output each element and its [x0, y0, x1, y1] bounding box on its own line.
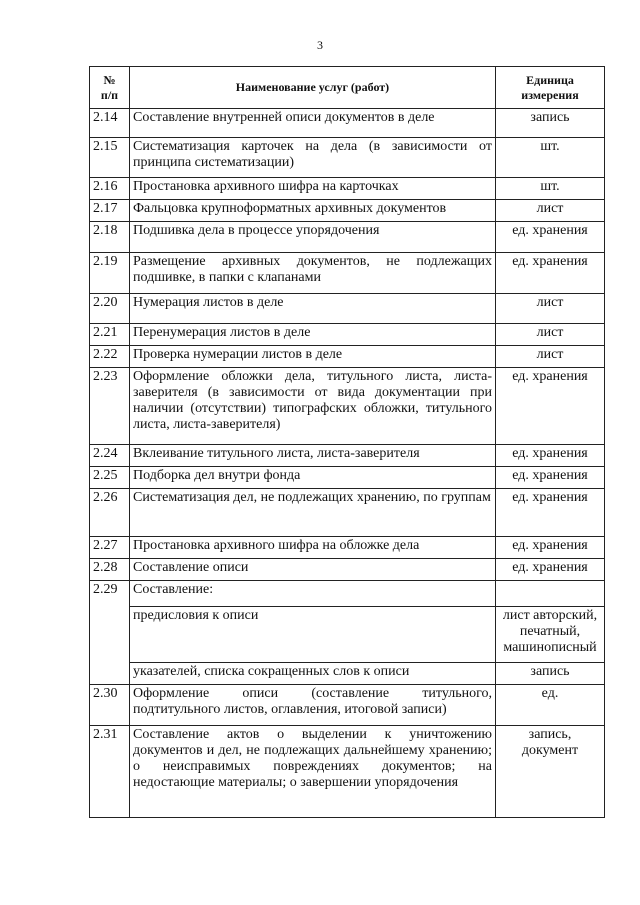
row-number: 2.30 — [90, 685, 130, 726]
header-number: № п/п — [90, 67, 130, 109]
subrow-unit: запись — [496, 663, 605, 685]
row-number: 2.27 — [90, 537, 130, 559]
row-unit: лист — [496, 324, 605, 346]
table-row — [90, 138, 605, 178]
table-row — [90, 222, 605, 253]
row-service-name: Подшивка дела в процессе упорядочения — [130, 222, 496, 253]
row-unit: ед. хранения — [496, 489, 605, 537]
table-row — [90, 685, 605, 726]
row-service-name: Оформление обложки дела, титульного листа, листа-заверителя (в зависимости от вида документации при наличии (отсутствии) типографских обложки, титульного листа, листа-заверителя) — [130, 368, 496, 445]
row-service-name: Составление внутренней описи документов в деле — [130, 109, 496, 138]
row-unit: лист — [496, 294, 605, 324]
row-service-name: Размещение архивных документов, не подлежащих подшивке, в папки с клапанами — [130, 253, 496, 294]
row-number: 2.28 — [90, 559, 130, 581]
row-number: 2.25 — [90, 467, 130, 489]
table-subrow — [90, 663, 605, 685]
row-service-name: Систематизация дел, не подлежащих хранению, по группам — [130, 489, 496, 537]
row-number: 2.18 — [90, 222, 130, 253]
table-row — [90, 445, 605, 467]
row-number: 2.31 — [90, 726, 130, 818]
header-service-name: Наименование услуг (работ) — [130, 67, 496, 109]
table-row — [90, 346, 605, 368]
row-unit — [496, 581, 605, 607]
table-row — [90, 559, 605, 581]
row-service-name: Фальцовка крупноформатных архивных документов — [130, 200, 496, 222]
table-row — [90, 253, 605, 294]
row-service-name: Простановка архивного шифра на карточках — [130, 178, 496, 200]
row-number: 2.16 — [90, 178, 130, 200]
row-unit: ед. — [496, 685, 605, 726]
subrow-unit: лист авторский, печатный, машинописный — [496, 607, 605, 663]
row-service-name: Проверка нумерации листов в деле — [130, 346, 496, 368]
row-number: 2.21 — [90, 324, 130, 346]
services-table — [89, 66, 605, 818]
row-number: 2.15 — [90, 138, 130, 178]
row-service-name: Составление актов о выделении к уничтожению документов и дел, не подлежащих дальнейшему хранению; о неисправимых повреждениях документов; на недостающие материалы; о завершении упорядочения — [130, 726, 496, 818]
table-row-composite — [90, 581, 605, 607]
row-number: 2.24 — [90, 445, 130, 467]
row-number: 2.19 — [90, 253, 130, 294]
row-unit: шт. — [496, 138, 605, 178]
row-number: 2.17 — [90, 200, 130, 222]
table-header-row — [90, 67, 605, 109]
table-row — [90, 324, 605, 346]
subrow-service-name: предисловия к описи — [130, 607, 496, 663]
row-service-name: Составление: — [130, 581, 496, 607]
row-unit: ед. хранения — [496, 368, 605, 445]
row-service-name: Перенумерация листов в деле — [130, 324, 496, 346]
row-number: 2.29 — [90, 581, 130, 685]
row-number: 2.23 — [90, 368, 130, 445]
row-number: 2.22 — [90, 346, 130, 368]
header-unit: Единица измерения — [496, 67, 605, 109]
row-unit: ед. хранения — [496, 559, 605, 581]
row-service-name: Простановка архивного шифра на обложке дела — [130, 537, 496, 559]
subrow-service-name: указателей, списка сокращенных слов к описи — [130, 663, 496, 685]
page-number: 3 — [317, 38, 323, 52]
table-subrow — [90, 607, 605, 663]
row-unit: ед. хранения — [496, 253, 605, 294]
row-service-name: Вклеивание титульного листа, листа-заверителя — [130, 445, 496, 467]
table-row — [90, 178, 605, 200]
table-row — [90, 200, 605, 222]
row-unit: лист — [496, 346, 605, 368]
row-service-name: Подборка дел внутри фонда — [130, 467, 496, 489]
table-row — [90, 294, 605, 324]
row-unit: ед. хранения — [496, 445, 605, 467]
row-service-name: Систематизация карточек на дела (в зависимости от принципа систематизации) — [130, 138, 496, 178]
row-number: 2.20 — [90, 294, 130, 324]
row-unit: шт. — [496, 178, 605, 200]
table-row — [90, 489, 605, 537]
row-unit: лист — [496, 200, 605, 222]
table-row — [90, 726, 605, 818]
table-row — [90, 368, 605, 445]
table-row — [90, 109, 605, 138]
row-unit: ед. хранения — [496, 467, 605, 489]
row-unit: запись — [496, 109, 605, 138]
row-number: 2.14 — [90, 109, 130, 138]
row-unit: ед. хранения — [496, 537, 605, 559]
table-row — [90, 467, 605, 489]
row-unit: запись, документ — [496, 726, 605, 818]
row-service-name: Нумерация листов в деле — [130, 294, 496, 324]
table-row — [90, 537, 605, 559]
row-service-name: Оформление описи (составление титульного, подтитульного листов, оглавления, итоговой записи) — [130, 685, 496, 726]
row-unit: ед. хранения — [496, 222, 605, 253]
row-number: 2.26 — [90, 489, 130, 537]
row-service-name: Составление описи — [130, 559, 496, 581]
